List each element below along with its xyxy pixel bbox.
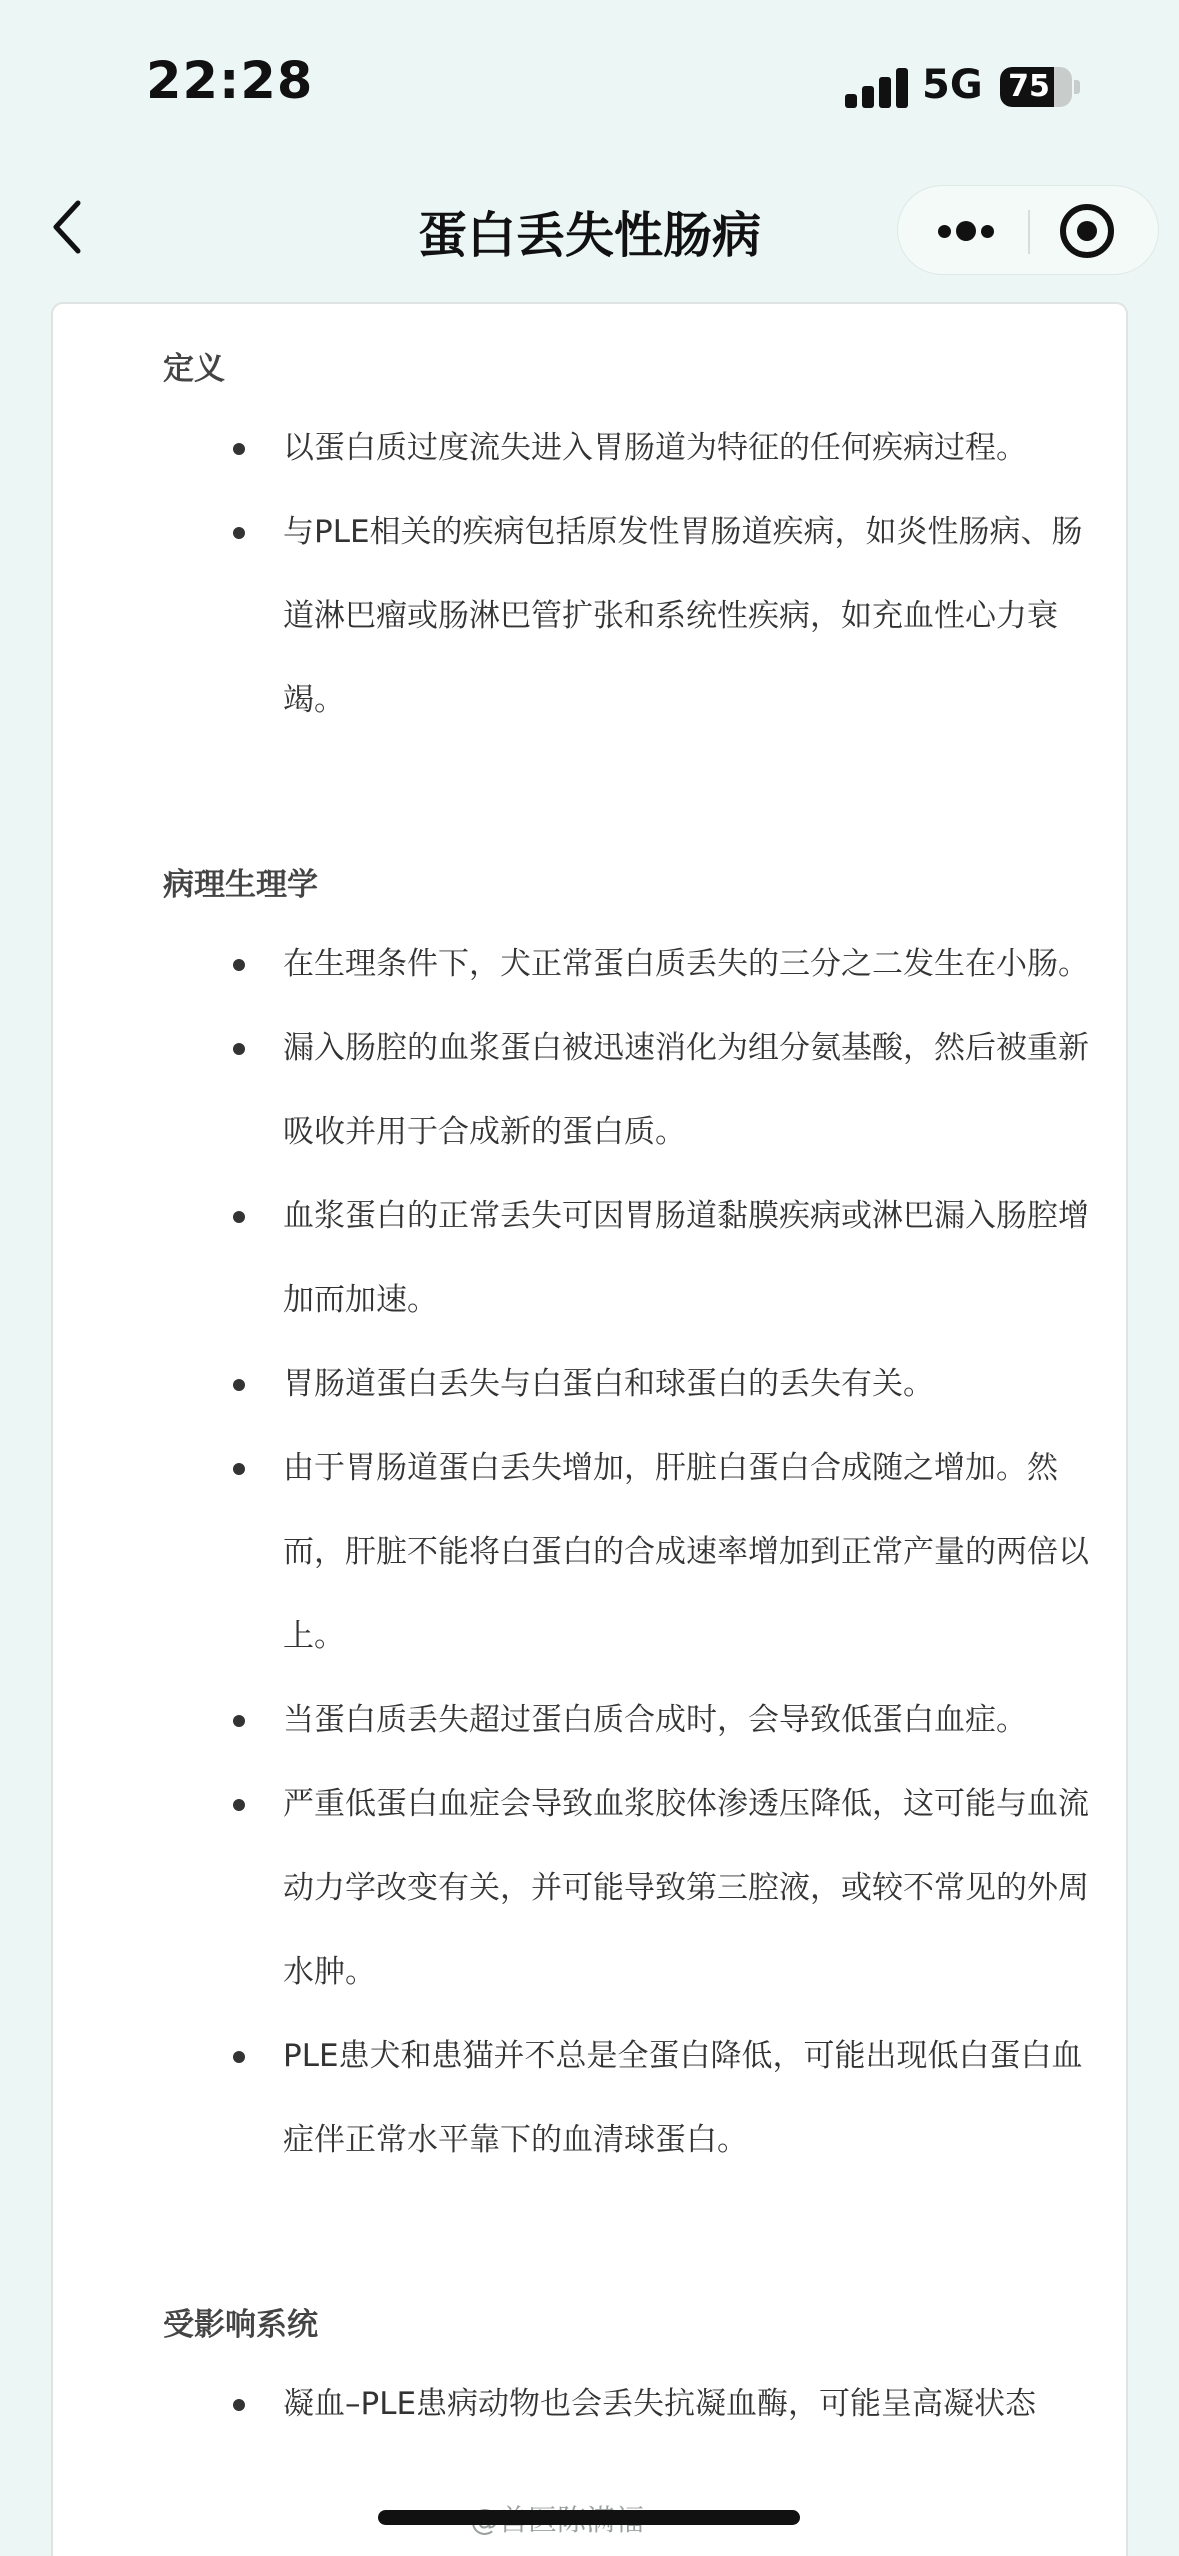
section-title-pathophysiology: 病理生理学 — [163, 867, 318, 903]
list-item: 由于胃肠道蛋白丢失增加，肝脏白蛋白合成随之增加。然而，肝脏不能将白蛋白的合成速率增加到正常产量的两倍以上。 — [233, 1426, 1103, 1678]
battery-cap — [1074, 80, 1080, 94]
target-close-icon — [1058, 202, 1116, 260]
status-bar — [0, 0, 1179, 175]
home-indicator[interactable] — [378, 2510, 800, 2525]
list-item: 与PLE相关的疾病包括原发性胃肠道疾病，如炎性肠病、肠道淋巴瘤或肠淋巴管扩张和系统性疾病，如充血性心力衰竭。 — [233, 490, 1103, 742]
section-title-definition: 定义 — [163, 351, 225, 387]
bullet-list — [233, 922, 1103, 2182]
list-item: 漏入肠腔的血浆蛋白被迅速消化为组分氨基酸，然后被重新吸收并用于合成新的蛋白质。 — [233, 1006, 1103, 1174]
list-item: 血浆蛋白的正常丢失可因胃肠道黏膜疾病或淋巴漏入肠腔增加而加速。 — [233, 1174, 1103, 1342]
network-type: 5G — [922, 62, 983, 108]
battery-level: 75 — [1008, 69, 1050, 104]
list-item: 在生理条件下，犬正常蛋白质丢失的三分之二发生在小肠。 — [233, 922, 1103, 1006]
article-content — [163, 344, 1103, 2446]
list-item: 当蛋白质丢失超过蛋白质合成时，会导致低蛋白血症。 — [233, 1678, 1103, 1762]
close-button[interactable] — [1058, 202, 1116, 260]
more-dots-icon — [938, 225, 951, 238]
battery-icon — [1000, 67, 1072, 107]
capsule-divider — [1028, 210, 1030, 254]
status-time: 22:28 — [146, 52, 314, 111]
bullet-list — [233, 406, 1103, 742]
list-item: 胃肠道蛋白丢失与白蛋白和球蛋白的丢失有关。 — [233, 1342, 1103, 1426]
page-title: 蛋白丢失性肠病 — [417, 207, 761, 264]
article-card — [51, 302, 1128, 2556]
list-item: 凝血–PLE患病动物也会丢失抗凝血酶，可能呈高凝状态 — [233, 2362, 1103, 2446]
list-item: 以蛋白质过度流失进入胃肠道为特征的任何疾病过程。 — [233, 406, 1103, 490]
signal-icon — [845, 66, 907, 108]
more-button[interactable] — [928, 204, 1008, 258]
section-title-affected-systems: 受影响系统 — [163, 2307, 318, 2343]
bullet-list — [233, 2362, 1103, 2446]
list-item: PLE患犬和患猫并不总是全蛋白降低，可能出现低白蛋白血症伴正常水平靠下的血清球蛋白。 — [233, 2014, 1103, 2182]
list-item: 严重低蛋白血症会导致血浆胶体渗透压降低，这可能与血流动力学改变有关，并可能导致第三腔液，或较不常见的外周水肿。 — [233, 1762, 1103, 2014]
mini-program-capsule — [897, 185, 1159, 275]
nav-bar — [0, 175, 1179, 300]
